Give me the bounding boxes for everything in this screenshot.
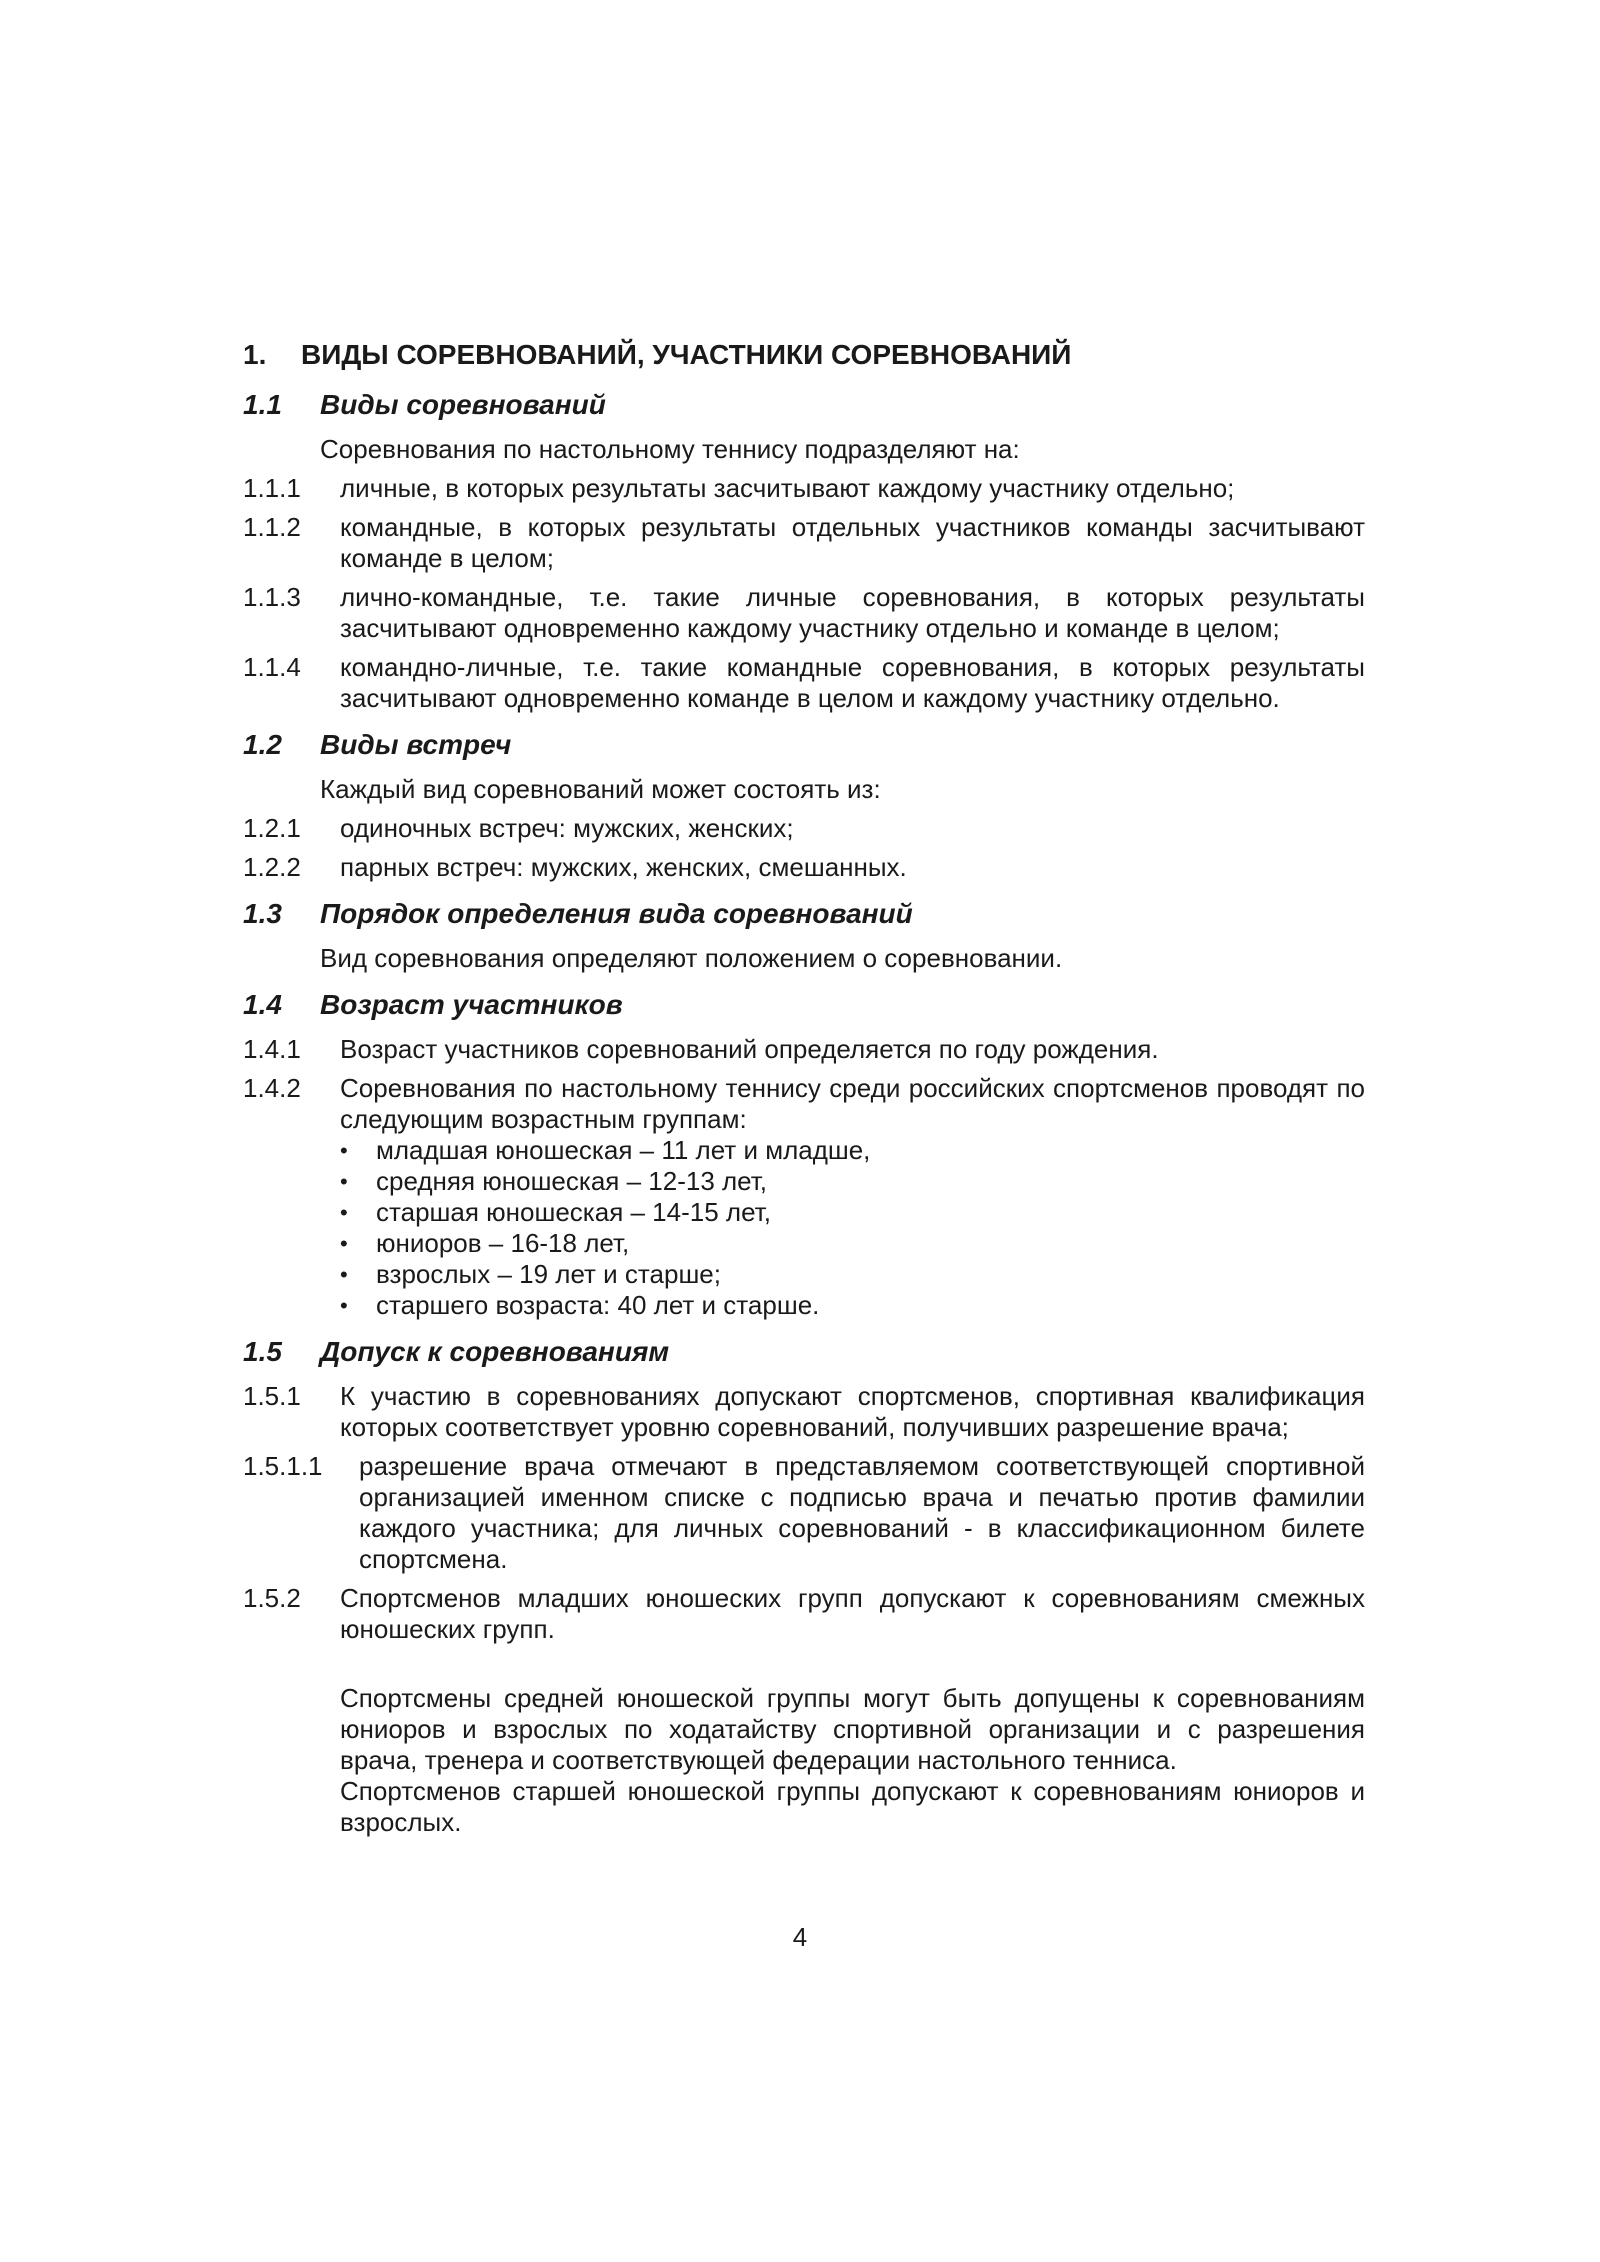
section-number: 1. — [243, 339, 267, 370]
subsection-title: Порядок определения вида соревнований — [320, 898, 913, 929]
subsection-heading-1-4 — [243, 988, 1365, 1022]
page-content — [243, 338, 1365, 1838]
list-item-1-2-1 — [243, 813, 1365, 844]
item-text: командные, в которых результаты отдельных участников команды засчитывают команде в целом; — [340, 512, 1365, 573]
list-item — [340, 1166, 1365, 1197]
subsection-title: Возраст участников — [320, 989, 623, 1020]
subsection-heading-1-5 — [243, 1335, 1365, 1369]
subsection-title: Виды соревнований — [320, 389, 606, 420]
item-text-body: Соревнования по настольному теннису среди российских спортсменов проводят по следующим возрастным группам: — [340, 1073, 1365, 1134]
item-text — [340, 1073, 1365, 1321]
list-item — [340, 1290, 1365, 1321]
item-text: разрешение врача отмечают в представляемом соответствующей спортивной организацией именном списке с подписью врача и печатью против фамилии каждого участника; для личных соревнований - в классификационном билете спортсмена. — [359, 1451, 1365, 1574]
bullet-text: средняя юношеская – 12-13 лет, — [376, 1166, 768, 1196]
subsection-heading-1-3 — [243, 897, 1365, 931]
item-number: 1.5.1.1 — [243, 1451, 323, 1481]
item-number: 1.2.1 — [243, 813, 301, 843]
list-item-1-2-2 — [243, 852, 1365, 883]
item-number: 1.1.1 — [243, 473, 301, 503]
item-number: 1.5.2 — [243, 1583, 301, 1613]
list-item — [340, 1197, 1365, 1228]
subsection-intro: Каждый вид соревнований может состоять из: — [320, 774, 881, 804]
item-text: парных встреч: мужских, женских, смешанных. — [340, 852, 907, 882]
list-item-1-1-1 — [243, 473, 1365, 504]
item-number: 1.2.2 — [243, 852, 301, 882]
item-text: одиночных встреч: мужских, женских; — [340, 813, 794, 843]
item-text: командно-личные, т.е. такие командные соревнования, в которых результаты засчитывают одновременно команде в целом и каждому участнику отдельно. — [340, 652, 1365, 713]
section-title: ВИДЫ СОРЕВНОВАНИЙ, УЧАСТНИКИ СОРЕВНОВАНИЙ — [301, 339, 1072, 370]
subsection-intro: Вид соревнования определяют положением о соревновании. — [320, 943, 1063, 973]
subsection-heading-1-1 — [243, 388, 1365, 422]
page-number: 4 — [792, 1922, 808, 1952]
bullet-text: взрослых – 19 лет и старше; — [376, 1259, 721, 1289]
bullet-text: младшая юношеская – 11 лет и младше, — [376, 1135, 871, 1165]
bullet-icon: • — [340, 1200, 348, 1225]
list-item-1-4-1 — [243, 1034, 1365, 1065]
item-text: К участию в соревнованиях допускают спортсменов, спортивная квалификация которых соответствует уровню соревнований, получивших разрешение врача; — [340, 1381, 1365, 1442]
paragraph-middle-youth: Спортсмены средней юношеской группы могут быть допущены к соревнованиям юниоров и взрослых по ходатайству спортивной организации и с разрешения врача, тренера и соответствующей федерации настольного тенниса. — [340, 1683, 1365, 1775]
item-text: Спортсменов младших юношеских групп допускают к соревнованиям смежных юношеских групп. — [340, 1583, 1365, 1644]
bullet-icon: • — [340, 1138, 348, 1163]
list-item-1-5-2 — [243, 1583, 1365, 1645]
item-number: 1.1.4 — [243, 652, 301, 682]
section-heading — [243, 338, 1365, 372]
list-item — [340, 1228, 1365, 1259]
list-item-1-5-1-1 — [243, 1451, 1365, 1575]
list-item — [340, 1259, 1365, 1290]
list-item-1-1-2 — [243, 512, 1365, 574]
subsection-number: 1.1 — [243, 389, 282, 420]
bullet-icon: • — [340, 1231, 348, 1256]
subsection-number: 1.2 — [243, 729, 282, 760]
age-group-list — [340, 1135, 1365, 1321]
subsection-title: Виды встреч — [320, 729, 512, 760]
bullet-text: старшего возраста: 40 лет и старше. — [376, 1290, 820, 1320]
bullet-icon: • — [340, 1262, 348, 1287]
list-item-1-4-2 — [243, 1073, 1365, 1321]
paragraph-senior-youth: Спортсменов старшей юношеской группы допускают к соревнованиям юниоров и взрослых. — [340, 1776, 1365, 1837]
bullet-icon: • — [340, 1293, 348, 1318]
item-number: 1.4.2 — [243, 1073, 301, 1103]
list-item-1-5-1 — [243, 1381, 1365, 1443]
item-text: лично-командные, т.е. такие личные соревнования, в которых результаты засчитывают одновременно каждому участнику отдельно и команде в целом; — [340, 582, 1365, 643]
item-number: 1.1.2 — [243, 512, 301, 542]
subsection-heading-1-2 — [243, 728, 1365, 762]
list-item — [340, 1135, 1365, 1166]
subsection-intro: Соревнования по настольному теннису подразделяют на: — [320, 434, 1020, 464]
item-number: 1.4.1 — [243, 1034, 301, 1064]
subsection-number: 1.4 — [243, 989, 282, 1020]
bullet-text: юниоров – 16-18 лет, — [376, 1228, 630, 1258]
item-number: 1.1.3 — [243, 582, 301, 612]
bullet-text: старшая юношеская – 14-15 лет, — [376, 1197, 771, 1227]
subsection-title: Допуск к соревнованиям — [320, 1336, 670, 1367]
item-number: 1.5.1 — [243, 1381, 301, 1411]
list-item-1-1-3 — [243, 582, 1365, 644]
subsection-number: 1.5 — [243, 1336, 282, 1367]
list-item-1-1-4 — [243, 652, 1365, 714]
subsection-number: 1.3 — [243, 898, 282, 929]
item-text: личные, в которых результаты засчитывают каждому участнику отдельно; — [340, 473, 1235, 503]
bullet-icon: • — [340, 1169, 348, 1194]
item-text: Возраст участников соревнований определяется по году рождения. — [340, 1034, 1159, 1064]
